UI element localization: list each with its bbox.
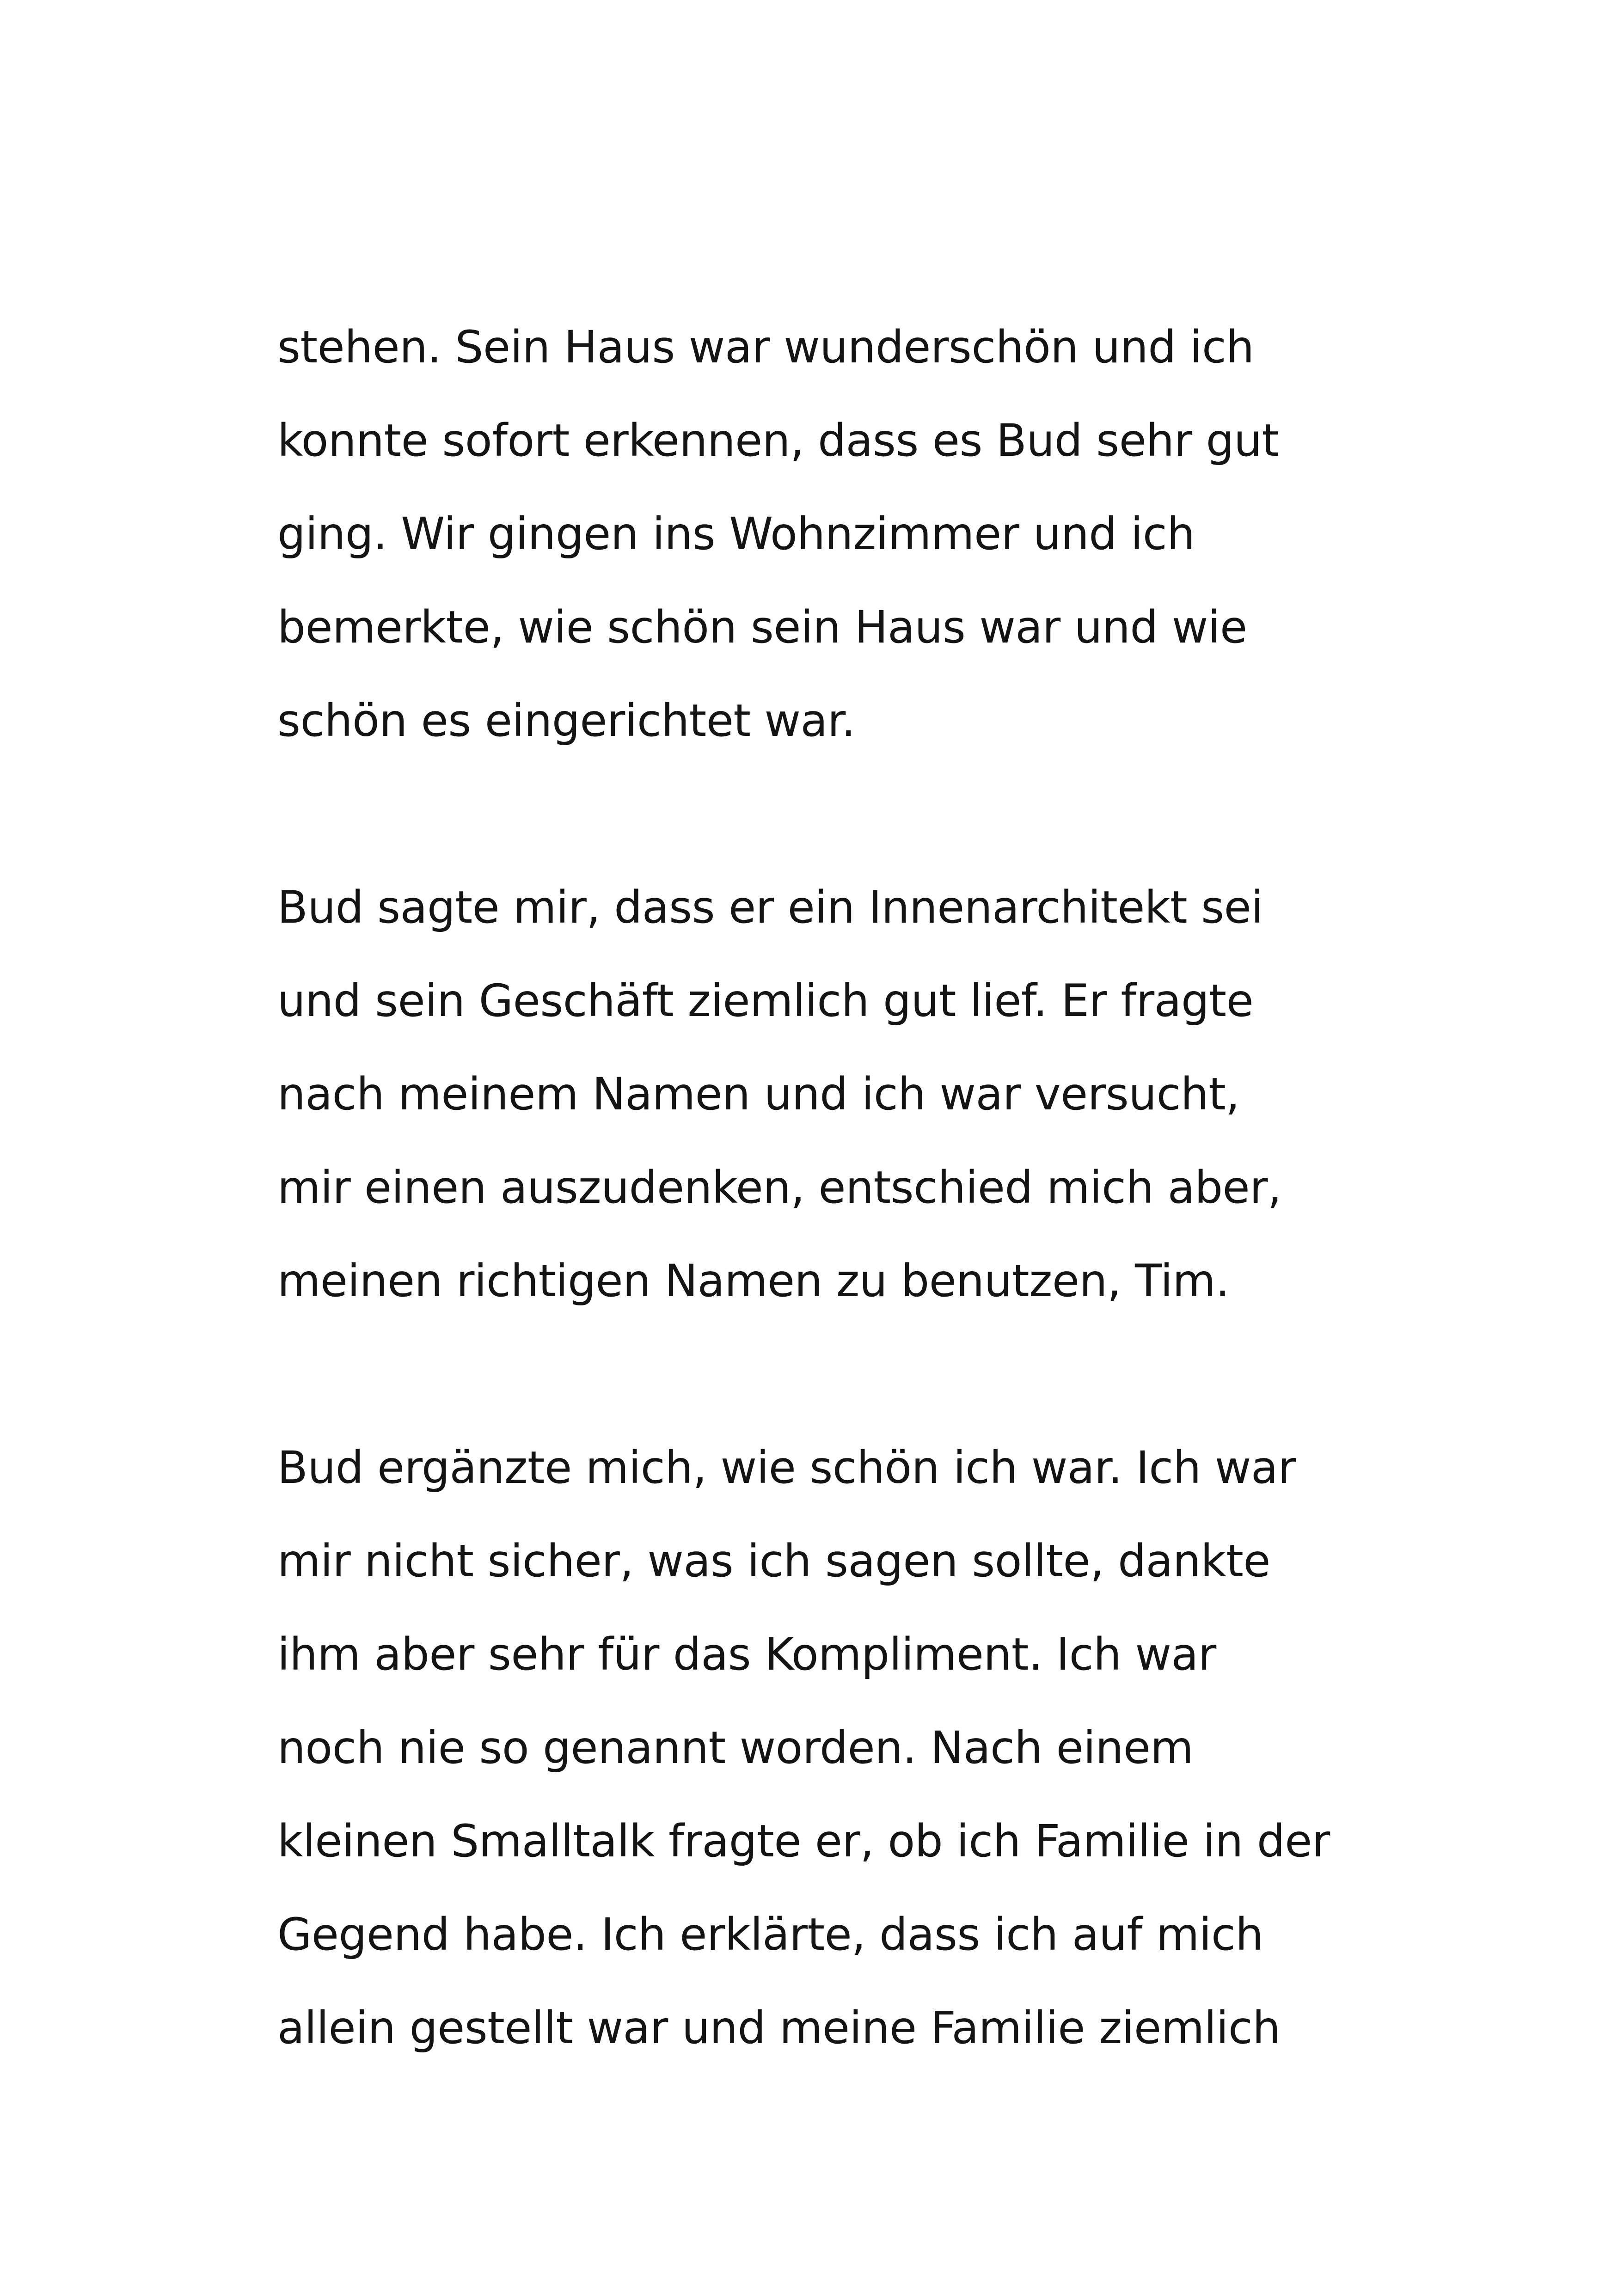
text-line: Bud ergänzte mich, wie schön ich war. Ich war bbox=[277, 1442, 1296, 1494]
text-line: kleinen Smalltalk fragte er, ob ich Familie in der bbox=[277, 1815, 1330, 1867]
paragraph-3 bbox=[277, 1421, 1387, 2075]
text-line: schön es eingerichtet war. bbox=[277, 695, 856, 747]
text-line: Bud sagte mir, dass er ein Innenarchitekt sei bbox=[277, 882, 1263, 933]
text-line: noch nie so genannt worden. Nach einem bbox=[277, 1722, 1194, 1774]
text-line: meinen richtigen Namen zu benutzen, Tim. bbox=[277, 1255, 1230, 1307]
text-line: Gegend habe. Ich erklärte, dass ich auf mich bbox=[277, 1909, 1263, 1960]
text-line: bemerkte, wie schön sein Haus war und wie bbox=[277, 601, 1247, 653]
text-line: mir einen auszudenken, entschied mich aber, bbox=[277, 1162, 1282, 1213]
text-line: allein gestellt war und meine Familie ziemlich bbox=[277, 2002, 1281, 2054]
paragraph-1 bbox=[277, 300, 1387, 767]
text-line: ihm aber sehr für das Kompliment. Ich war bbox=[277, 1629, 1216, 1680]
text-body bbox=[277, 300, 1387, 2168]
paragraph-2 bbox=[277, 861, 1387, 1328]
text-line: mir nicht sicher, was ich sagen sollte, dankte bbox=[277, 1535, 1270, 1587]
text-line: stehen. Sein Haus war wunderschön und ich bbox=[277, 321, 1254, 373]
text-line: ging. Wir gingen ins Wohnzimmer und ich bbox=[277, 508, 1195, 560]
text-line: nach meinem Namen und ich war versucht, bbox=[277, 1068, 1240, 1120]
text-line: konnte sofort erkennen, dass es Bud sehr gut bbox=[277, 415, 1279, 466]
text-line: und sein Geschäft ziemlich gut lief. Er fragte bbox=[277, 975, 1254, 1027]
